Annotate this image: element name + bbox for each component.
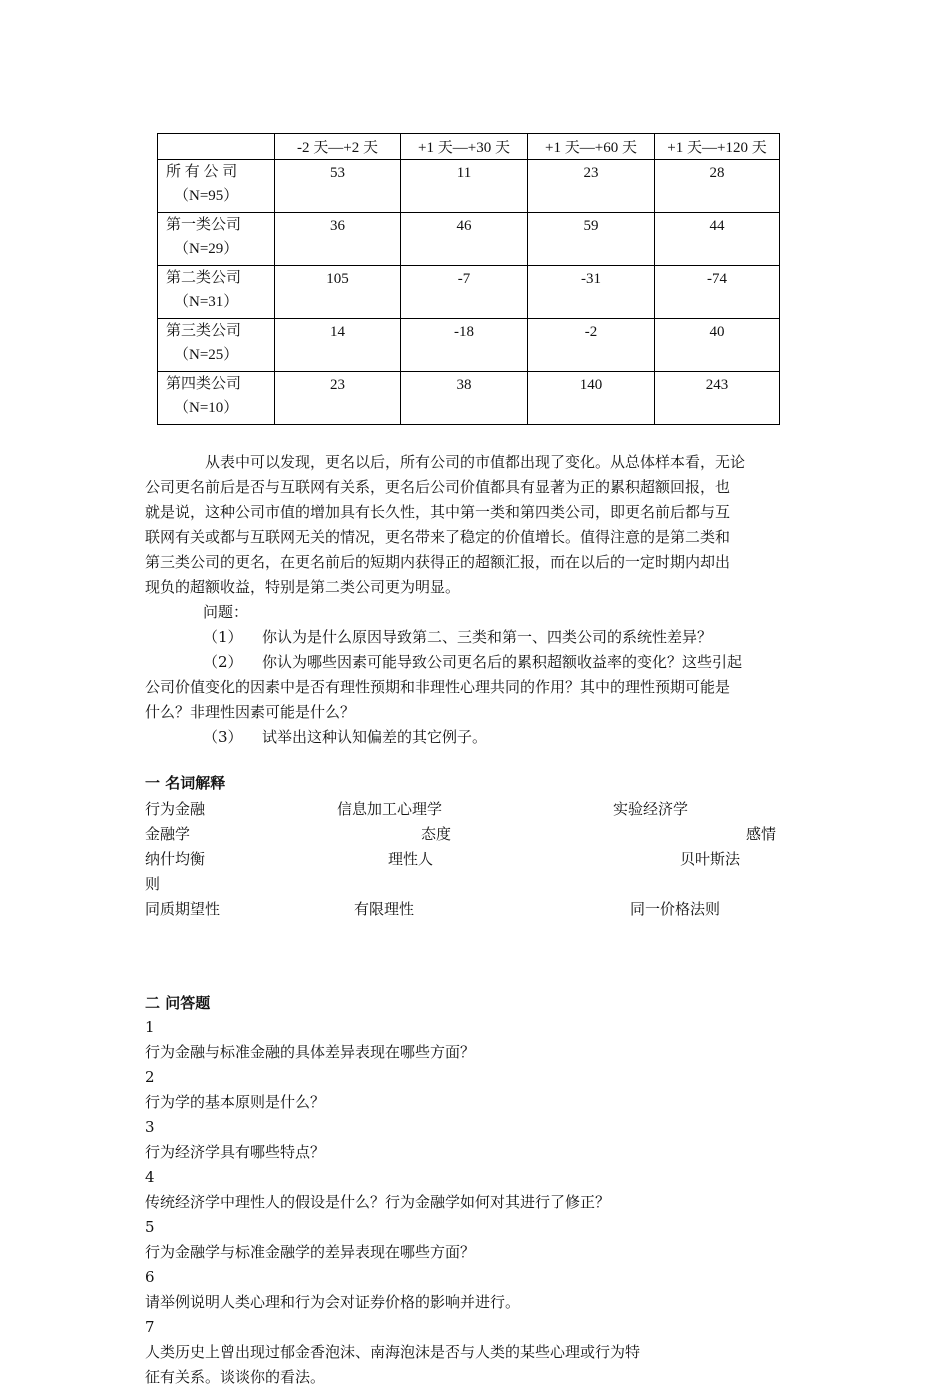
paragraph-line: 联网有关或都与互联网无关的情况，更名带来了稳定的价值增长。值得注意的是第二类和 — [145, 528, 731, 546]
term: 同一价格法则 — [630, 900, 721, 918]
row-label: 第一类公司 — [166, 217, 242, 233]
table-cell: 44 — [655, 213, 780, 266]
analysis-paragraph — [145, 450, 805, 600]
item-text: 行为学的基本原则是什么？ — [145, 1093, 326, 1111]
term: 理性人 — [388, 850, 434, 868]
row-sample-size: （N=31） — [174, 294, 239, 310]
table-cell: 243 — [655, 372, 780, 425]
term: 则 — [145, 875, 161, 893]
row-label: 第二类公司 — [166, 270, 242, 286]
table-cell: 140 — [528, 372, 655, 425]
item-number: 7 — [145, 1318, 155, 1336]
table-row — [158, 266, 780, 319]
table-cell: -7 — [401, 266, 528, 319]
question-text-continued: 公司价值变化的因素中是否有理性预期和非理性心理共同的作用？其中的理性预期可能是 — [145, 678, 731, 696]
question-number: （2） — [203, 653, 243, 671]
section2-title: 二 问答题 — [145, 994, 211, 1012]
table-cell: 38 — [401, 372, 528, 425]
table-cell: -2 — [528, 319, 655, 372]
table-row — [158, 160, 780, 213]
term: 金融学 — [145, 825, 191, 843]
data-table — [157, 133, 780, 425]
table-header-row — [158, 134, 780, 160]
table-cell: 46 — [401, 213, 528, 266]
question-number: （1） — [203, 628, 243, 646]
paragraph-line: 公司更名前后是否与互联网有关系，更名后公司价值都具有显著为正的累积超额回报，也 — [145, 478, 731, 496]
term: 有限理性 — [354, 900, 415, 918]
row-header — [158, 319, 275, 372]
list-item — [145, 1015, 805, 1065]
question-text: 你认为是什么原因导致第二、三类和第一、四类公司的系统性差异？ — [262, 628, 713, 646]
item-number: 4 — [145, 1168, 155, 1186]
section1-title: 一 名词解释 — [145, 774, 226, 792]
item-text: 请举例说明人类心理和行为会对证券价格的影响并进行。 — [145, 1293, 521, 1311]
table-cell: -18 — [401, 319, 528, 372]
header-cell: -2 天—+2 天 — [275, 134, 401, 160]
term: 纳什均衡 — [145, 850, 206, 868]
list-item — [145, 1165, 805, 1215]
row-sample-size: （N=95） — [174, 188, 239, 204]
table-cell: 40 — [655, 319, 780, 372]
table-cell: 23 — [528, 160, 655, 213]
row-sample-size: （N=29） — [174, 241, 239, 257]
item-number: 5 — [145, 1218, 155, 1236]
table-cell: 105 — [275, 266, 401, 319]
row-sample-size: （N=10） — [174, 400, 239, 416]
table-cell: 14 — [275, 319, 401, 372]
row-label: 所 有 公 司 — [166, 164, 238, 180]
list-item-continued: 征有关系。谈谈你的看法。 — [145, 1368, 326, 1386]
question-item — [145, 725, 805, 750]
paragraph-line: 第三类公司的更名，在更名前后的短期内获得正的超额汇报，而在以后的一定时期内却出 — [145, 553, 731, 571]
term: 信息加工心理学 — [337, 800, 443, 818]
table-cell: -31 — [528, 266, 655, 319]
item-text: 行为金融与标准金融的具体差异表现在哪些方面？ — [145, 1043, 476, 1061]
question-item — [145, 625, 805, 650]
table-cell: 53 — [275, 160, 401, 213]
list-item — [145, 1265, 805, 1315]
row-header — [158, 266, 275, 319]
header-cell: +1 天—+30 天 — [401, 134, 528, 160]
row-label: 第三类公司 — [166, 323, 242, 339]
row-sample-size: （N=25） — [174, 347, 239, 363]
item-number: 3 — [145, 1118, 155, 1136]
table-cell: -74 — [655, 266, 780, 319]
term: 行为金融 — [145, 800, 206, 818]
header-cell: +1 天—+120 天 — [655, 134, 780, 160]
paragraph-line: 从表中可以发现，更名以后，所有公司的市值都出现了变化。从总体样本看，无论 — [205, 453, 746, 471]
list-item — [145, 1065, 805, 1115]
item-number: 6 — [145, 1268, 155, 1286]
paragraph-line: 就是说，这种公司市值的增加具有长久性，其中第一类和第四类公司，即更名前后都与互 — [145, 503, 731, 521]
item-number: 2 — [145, 1068, 155, 1086]
paragraph-line: 现负的超额收益，特别是第二类公司更为明显。 — [145, 578, 461, 596]
list-item — [145, 1215, 805, 1265]
item-text: 人类历史上曾出现过郁金香泡沫、南海泡沫是否与人类的某些心理或行为特 — [145, 1343, 641, 1361]
item-text: 行为金融学与标准金融学的差异表现在哪些方面？ — [145, 1243, 476, 1261]
questions-block — [145, 600, 805, 750]
table-row — [158, 372, 780, 425]
row-header — [158, 372, 275, 425]
question-number: （3） — [203, 728, 243, 746]
item-text: 行为经济学具有哪些特点？ — [145, 1143, 326, 1161]
table-row — [158, 213, 780, 266]
term: 实验经济学 — [613, 800, 689, 818]
header-cell: +1 天—+60 天 — [528, 134, 655, 160]
questions-label: 问题： — [203, 603, 249, 621]
item-text: 传统经济学中理性人的假设是什么？行为金融学如何对其进行了修正？ — [145, 1193, 611, 1211]
term: 态度 — [421, 825, 452, 843]
table-cell: 23 — [275, 372, 401, 425]
table-cell: 36 — [275, 213, 401, 266]
table-cell: 11 — [401, 160, 528, 213]
question-text: 你认为哪些因素可能导致公司更名后的累积超额收益率的变化？这些引起 — [262, 653, 743, 671]
item-number: 1 — [145, 1018, 155, 1036]
table-cell: 59 — [528, 213, 655, 266]
qa-list — [145, 1015, 805, 1390]
term: 贝叶斯法 — [680, 850, 741, 868]
table-cell: 28 — [655, 160, 780, 213]
table-row — [158, 319, 780, 372]
list-item — [145, 1115, 805, 1165]
term: 同质期望性 — [145, 900, 221, 918]
row-header — [158, 160, 275, 213]
row-header — [158, 213, 275, 266]
question-text: 试举出这种认知偏差的其它例子。 — [262, 728, 488, 746]
list-item — [145, 1315, 805, 1365]
question-text-continued: 什么？非理性因素可能是什么？ — [145, 703, 356, 721]
term: 感情 — [746, 825, 777, 843]
header-cell — [158, 134, 275, 160]
question-item — [145, 650, 805, 675]
row-label: 第四类公司 — [166, 376, 242, 392]
